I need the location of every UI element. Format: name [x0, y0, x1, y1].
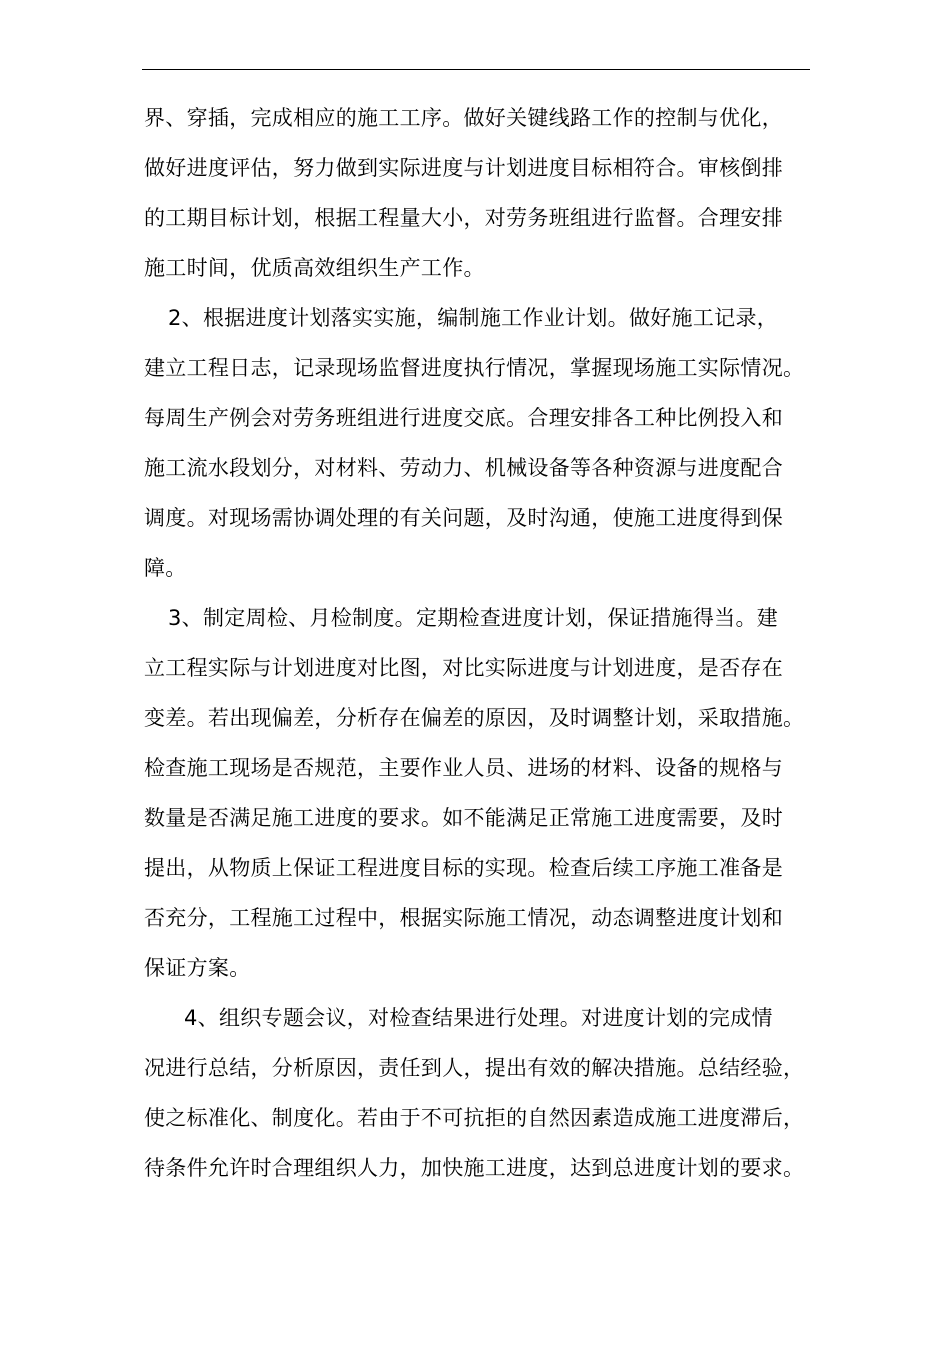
text-line: 每周生产例会对劳务班组进行进度交底。合理安排各工种比例投入和: [144, 406, 783, 430]
text-line: 界、穿插，完成相应的施工工序。做好关键线路工作的控制与优化，: [144, 106, 783, 130]
text-line: 况进行总结，分析原因，责任到人，提出有效的解决措施。总结经验，: [144, 1056, 805, 1080]
text-line: 调度。对现场需协调处理的有关问题，及时沟通，使施工进度得到保: [144, 506, 783, 530]
text-line: 障。: [144, 556, 187, 580]
text-line: 施工时间，优质高效组织生产工作。: [144, 256, 485, 280]
header-rule: [142, 69, 810, 70]
text-line: 3、制定周检、月检制度。定期检查进度计划，保证措施得当。建: [168, 606, 779, 630]
text-line: 做好进度评估，努力做到实际进度与计划进度目标相符合。审核倒排: [144, 156, 783, 180]
text-line: 使之标准化、制度化。若由于不可抗拒的自然因素造成施工进度滞后，: [144, 1106, 805, 1130]
text-line: 保证方案。: [144, 956, 251, 980]
text-line: 施工流水段划分，对材料、劳动力、机械设备等各种资源与进度配合: [144, 456, 783, 480]
text-line: 的工期目标计划，根据工程量大小，对劳务班组进行监督。合理安排: [144, 206, 783, 230]
text-line: 立工程实际与计划进度对比图，对比实际进度与计划进度，是否存在: [144, 656, 783, 680]
text-line: 待条件允许时合理组织人力，加快施工进度，达到总进度计划的要求。: [144, 1156, 805, 1180]
text-line: 2、根据进度计划落实实施，编制施工作业计划。做好施工记录，: [168, 306, 779, 330]
text-line: 建立工程日志，记录现场监督进度执行情况，掌握现场施工实际情况。: [144, 356, 805, 380]
text-line: 否充分，工程施工过程中，根据实际施工情况，动态调整进度计划和: [144, 906, 783, 930]
text-line: 数量是否满足施工进度的要求。如不能满足正常施工进度需要，及时: [144, 806, 783, 830]
text-line: 检查施工现场是否规范，主要作业人员、进场的材料、设备的规格与: [144, 756, 783, 780]
text-line: 提出，从物质上保证工程进度目标的实现。检查后续工序施工准备是: [144, 856, 783, 880]
text-line: 4、组织专题会议，对检查结果进行处理。对进度计划的完成情: [184, 1006, 773, 1030]
text-line: 变差。若出现偏差，分析存在偏差的原因，及时调整计划，采取措施。: [144, 706, 805, 730]
